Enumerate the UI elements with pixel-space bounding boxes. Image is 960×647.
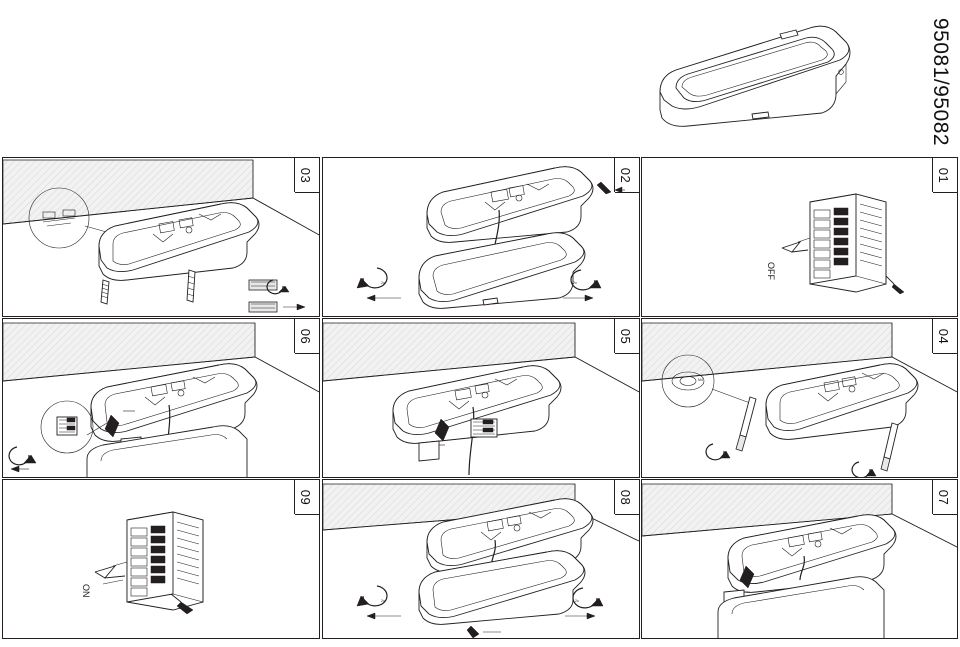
- panel-art-mount-baseplate-with-screws: [642, 319, 957, 477]
- product-code: [926, 8, 954, 158]
- panel-step-08: [322, 479, 640, 639]
- svg-text:2x: 2x: [381, 599, 385, 603]
- panel-step-05: [322, 318, 640, 478]
- svg-text:2x: 2x: [573, 281, 577, 285]
- panel-number: 04: [936, 328, 952, 344]
- panel-step-06: [2, 318, 320, 478]
- panel-number: 06: [298, 328, 314, 344]
- svg-text:2x: 2x: [575, 599, 579, 603]
- panel-art-attach-diffuser-to-base: [642, 480, 957, 638]
- panel-number: 08: [618, 489, 634, 505]
- panel-step-09: [2, 479, 320, 639]
- product-code-text: 95081/95082: [929, 17, 953, 147]
- panel-art-terminal-block-switch-on: [3, 480, 319, 638]
- panel-step-04: [641, 318, 958, 478]
- panel-number: 07: [936, 489, 952, 505]
- panel-art-diffuser-removal-rotate: [323, 158, 639, 316]
- panel-number: 02: [618, 167, 634, 183]
- panel-art-rotate-diffuser-to-lock: [323, 480, 639, 638]
- hero-product-illustration: [640, 14, 870, 144]
- svg-text:M4: M4: [698, 378, 703, 382]
- panel-number: 09: [298, 489, 314, 505]
- panel-number: 01: [936, 167, 952, 183]
- panel-step-01: [641, 157, 958, 317]
- panel-art-connect-supply-cable-to-terminal: [323, 319, 639, 477]
- panel-grid: [2, 157, 958, 639]
- panel-number: 03: [298, 167, 314, 183]
- svg-text:2x: 2x: [381, 281, 385, 285]
- panel-number: 05: [618, 328, 634, 344]
- label-on: ON: [81, 584, 91, 598]
- panel-step-03: [2, 157, 320, 317]
- panel-art-ceiling-drill-holes-and-anchors: [3, 158, 319, 316]
- label-off: OFF: [766, 262, 776, 280]
- panel-art-terminal-detail-callout-wiring: [3, 319, 319, 477]
- panel-step-02: [322, 157, 640, 317]
- panel-step-07: [641, 479, 958, 639]
- panel-art-terminal-block-switch-off: [642, 158, 957, 316]
